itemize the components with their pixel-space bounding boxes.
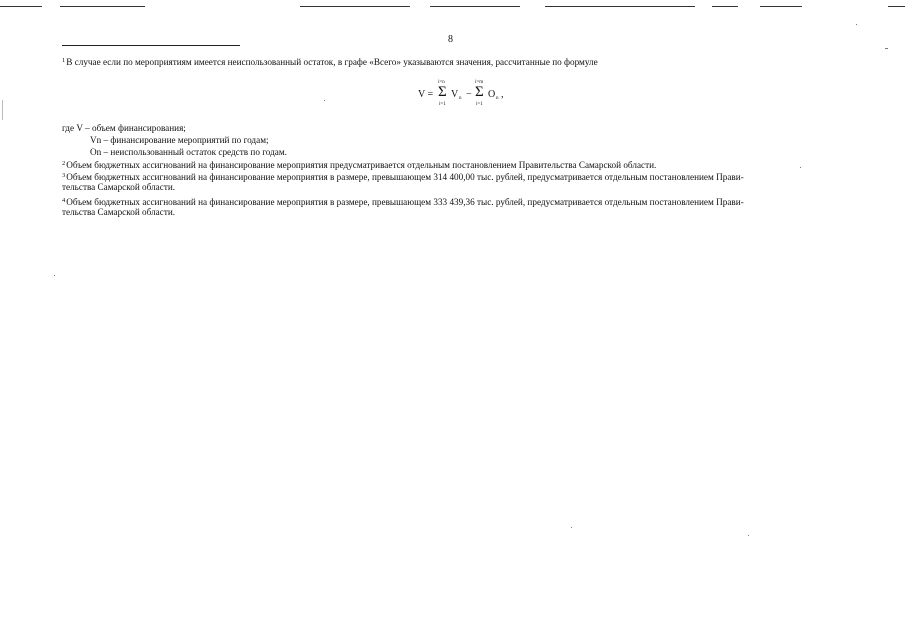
scan-speck — [324, 100, 325, 101]
definition-on: On – неиспользованный остаток средств по годам. — [90, 147, 287, 157]
footnote-text: Объем бюджетных ассигнований на финансирование мероприятия предусматривается отдельным постановлением Правительства Самарской области. — [66, 160, 657, 170]
scan-artifact-line — [60, 6, 145, 7]
scan-speck — [748, 535, 749, 536]
footnote-marker: 3 — [62, 172, 66, 179]
sum-upper-limit: i=m — [475, 80, 484, 85]
scan-artifact-line — [712, 6, 738, 7]
sigma-symbol: Σ — [438, 84, 447, 100]
scan-artifact-line — [888, 6, 905, 7]
footnote-4-continuation: тельства Самарской области. — [62, 207, 176, 217]
sum-lower-limit: i=1 — [476, 102, 483, 107]
formula-term-v: V — [451, 89, 459, 100]
footnote-text: Объем бюджетных ассигнований на финансирование мероприятия в размере, превышающем 314 400,00 тыс. рублей, предусматривается отдельным постановлением Прави- — [66, 172, 744, 182]
footnote-marker: 4 — [62, 197, 66, 204]
formula-term-o-subscript: n — [496, 96, 499, 101]
formula-term-o: O — [488, 89, 496, 100]
definition-v: где V – объем финансирования; — [62, 123, 186, 133]
scan-speck — [856, 24, 857, 25]
scan-speck — [2, 100, 3, 120]
sum-lower-limit: i=1 — [439, 102, 446, 107]
scan-speck — [800, 167, 801, 168]
scan-artifact-line — [430, 6, 520, 7]
sigma-symbol: Σ — [475, 84, 484, 100]
scan-speck — [571, 527, 572, 528]
footnote-text: Объем бюджетных ассигнований на финансирование мероприятия в размере, превышающем 333 439,36 тыс. рублей, предусматривается отдельным постановлением Прави- — [66, 197, 744, 207]
page-number: 8 — [448, 34, 453, 45]
footnote-1 — [62, 55, 598, 68]
formula-lhs: V = — [418, 89, 434, 100]
footnote-text: В случае если по мероприятиям имеется неиспользованный остаток, в графе «Всего» указываются значения, рассчитанные по формуле — [66, 57, 598, 67]
sum-upper-limit: i=n — [438, 80, 445, 85]
scan-artifact-line — [0, 6, 42, 7]
footnote-marker: 1 — [62, 57, 66, 64]
footnote-3-continuation: тельства Самарской области. — [62, 182, 176, 192]
footnote-marker: 2 — [62, 160, 66, 167]
formula-minus: − — [466, 89, 472, 100]
definition-vn: Vn – финансирование мероприятий по годам; — [90, 135, 269, 145]
scan-artifact-line — [760, 6, 802, 7]
scan-artifact-line — [300, 6, 410, 7]
scan-speck — [54, 275, 55, 276]
scan-speck — [885, 48, 888, 49]
footnote-separator — [62, 45, 240, 46]
scan-artifact-line — [545, 6, 695, 7]
formula-term-v-subscript: n — [459, 96, 462, 101]
formula-trailing-comma: , — [501, 89, 504, 100]
formula — [418, 80, 528, 114]
